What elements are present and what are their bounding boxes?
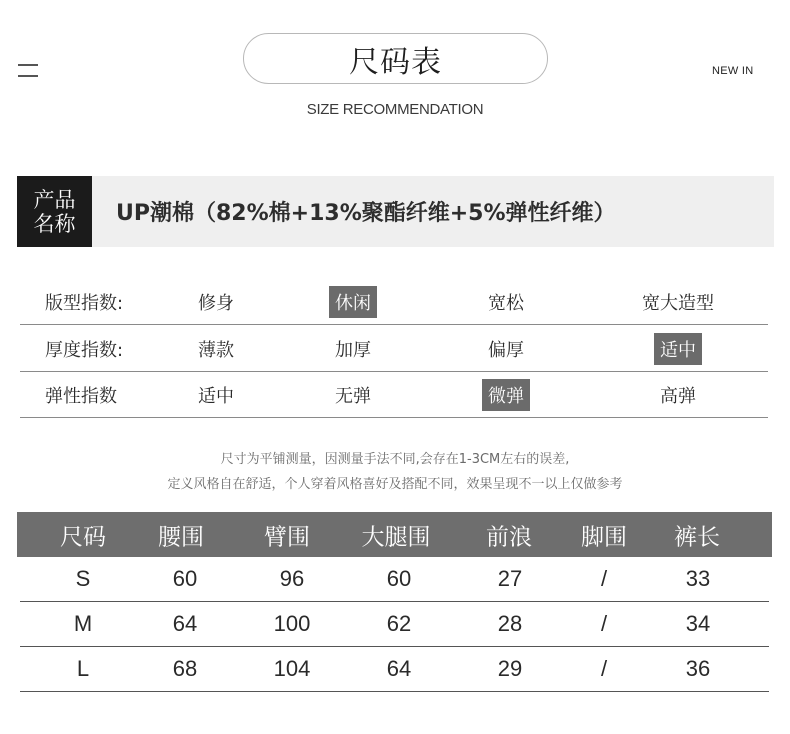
size-table-header (17, 512, 772, 557)
table-cell: 64 (386, 656, 412, 681)
index-option: 加厚 (335, 339, 371, 361)
index-option: 高弹 (660, 385, 696, 407)
index-label: 版型指数: (45, 292, 124, 314)
index-option: 修身 (198, 292, 234, 314)
table-row (20, 602, 769, 647)
index-option: 无弹 (335, 385, 371, 407)
table-cell: 33 (685, 566, 711, 591)
elasticity-index-row (20, 372, 768, 418)
index-option: 宽大造型 (642, 292, 714, 314)
product-name: UP潮棉（82%棉+13%聚酯纤维+5%弹性纤维） (116, 201, 616, 226)
table-row (20, 647, 769, 692)
table-cell: / (600, 566, 608, 591)
table-cell: 100 (273, 611, 311, 636)
index-option: 薄款 (198, 339, 234, 361)
table-cell: 60 (172, 566, 198, 591)
size-table-header-cell: 臂围 (264, 524, 310, 550)
index-label: 厚度指数: (45, 339, 124, 361)
product-tag (17, 176, 92, 247)
thickness-index-row (20, 326, 768, 372)
index-option-selected: 适中 (654, 333, 702, 365)
size-table-header-cell: 尺码 (60, 524, 106, 550)
table-cell: / (600, 656, 608, 681)
table-cell: 27 (497, 566, 523, 591)
table-cell: 62 (386, 611, 412, 636)
size-table (17, 512, 772, 692)
table-cell: 34 (685, 611, 711, 636)
index-label: 弹性指数 (45, 385, 117, 407)
product-name-bar (17, 176, 774, 247)
new-in-badge: NEW IN (712, 65, 754, 77)
table-cell: 64 (172, 611, 198, 636)
index-option: 偏厚 (488, 339, 524, 361)
table-cell: 104 (273, 656, 311, 681)
size-cell: S (75, 566, 91, 591)
size-cell: M (73, 611, 93, 636)
measurement-note-line2: 定义风格自在舒适，个人穿着风格喜好及搭配不同，效果呈现不一以上仅做参考 (167, 477, 623, 492)
table-cell: 68 (172, 656, 198, 681)
size-table-header-cell: 前浪 (486, 524, 532, 550)
table-cell: 28 (497, 611, 523, 636)
menu-icon[interactable] (18, 63, 38, 77)
table-cell: 36 (685, 656, 711, 681)
size-table-header-cell: 脚围 (581, 524, 627, 550)
product-tag-line2: 名称 (33, 211, 76, 236)
table-row (20, 557, 769, 602)
index-option-selected: 休闲 (329, 286, 377, 318)
product-tag-line1: 产品 (33, 187, 76, 212)
index-option: 适中 (198, 385, 234, 407)
size-table-header-cell: 大腿围 (361, 524, 431, 550)
page-title: 尺码表 (243, 33, 548, 84)
size-table-header-cell: 裤长 (674, 524, 720, 550)
index-option: 宽松 (488, 292, 524, 314)
page-subtitle: SIZE RECOMMENDATION (306, 101, 484, 118)
table-cell: 96 (279, 566, 305, 591)
fit-index-row (20, 279, 768, 325)
size-cell: L (76, 656, 90, 681)
table-cell: 29 (497, 656, 523, 681)
size-table-header-cell: 腰围 (158, 524, 204, 550)
table-cell: 60 (386, 566, 412, 591)
table-cell: / (600, 611, 608, 636)
index-option-selected: 微弹 (482, 379, 530, 411)
measurement-note-line1: 尺寸为平铺测量，因测量手法不同,会存在1-3CM左右的误差, (220, 452, 570, 467)
